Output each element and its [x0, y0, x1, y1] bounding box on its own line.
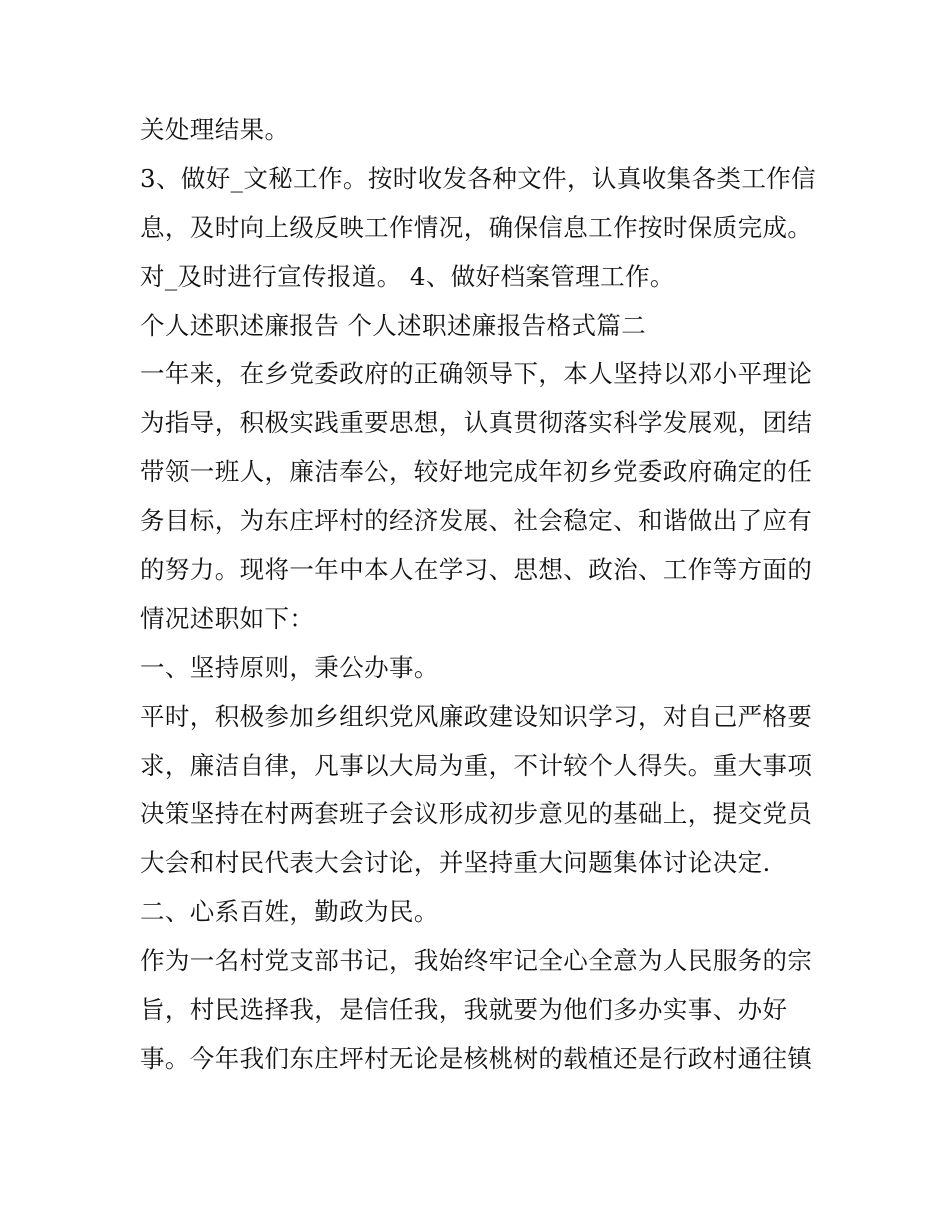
- text-line: 旨，村民选择我，是信任我，我就要为他们多办实事、办好: [140, 995, 788, 1025]
- text-line: 务目标，为东庄坪村的经济发展、社会稳定、和谐做出了应有: [140, 506, 813, 536]
- text-line: 一年来，在乡党委政府的正确领导下，本人坚持以邓小平理论: [140, 359, 813, 389]
- text-line: 大会和村民代表大会讨论，并坚持重大问题集体讨论决定.: [140, 848, 771, 878]
- text-line: 3、做好_文秘工作。按时收发各种文件，认真收集各类工作信: [140, 163, 817, 193]
- text-line: 的努力。现将一年中本人在学习、思想、政治、工作等方面的: [140, 555, 813, 585]
- text-line: 情况述职如下：: [140, 603, 315, 633]
- text-line: 作为一名村党支部书记，我始终牢记全心全意为人民服务的宗: [140, 946, 813, 976]
- text-line: 决策坚持在村两套班子会议形成初步意见的基础上，提交党员: [140, 799, 813, 829]
- text-line: 为指导，积极实践重要思想，认真贯彻落实科学发展观，团结: [140, 408, 813, 438]
- text-line: 带领一班人，廉洁奉公，较好地完成年初乡党委政府确定的任: [140, 457, 813, 487]
- subsection-heading: 二、心系百姓，勤政为民。: [140, 897, 439, 927]
- subsection-heading: 一、坚持原则，秉公办事。: [140, 652, 439, 682]
- text-line: 关处理结果。: [140, 115, 290, 144]
- text-line: 对_及时进行宣传报道。 4、做好档案管理工作。: [140, 261, 675, 291]
- section-heading: 个人述职述廉报告 个人述职述廉报告格式篇二: [140, 310, 647, 340]
- text-line: 求，廉洁自律，凡事以大局为重，不计较个人得失。重大事项: [140, 750, 813, 780]
- text-line: 事。今年我们东庄坪村无论是核桃树的载植还是行政村通往镇: [140, 1043, 813, 1073]
- text-line: 息，及时向上级反映工作情况，确保信息工作按时保质完成。: [140, 212, 813, 242]
- text-line: 平时，积极参加乡组织党风廉政建设知识学习，对自己严格要: [140, 701, 813, 731]
- document-body: [140, 106, 820, 1084]
